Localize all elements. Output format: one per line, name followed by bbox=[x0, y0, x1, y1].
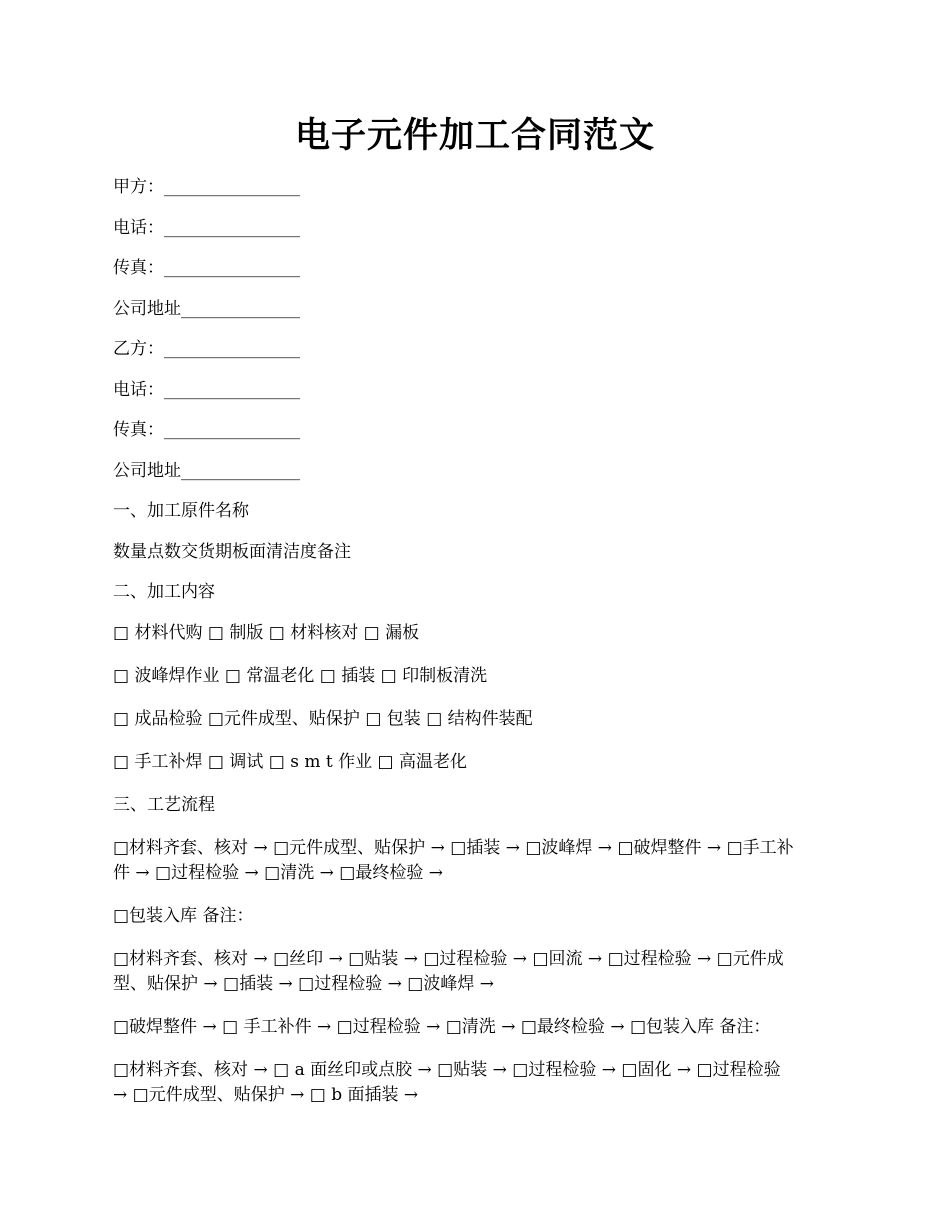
process-flow-1 bbox=[113, 836, 843, 886]
party-b-fax-line: 传真：________________ bbox=[113, 420, 300, 440]
flow2-line1: □材料齐套、核对 → □丝印 → □贴装 → □过程检验 → □回流 → □过程检验 → □元件成 bbox=[113, 948, 784, 969]
party-a-phone-line: 电话：________________ bbox=[113, 217, 300, 238]
flow1-line2: 件 → □过程检验 → □清洗 → □最终检验 → bbox=[113, 862, 443, 883]
section2-heading: 二、加工内容 bbox=[113, 582, 215, 602]
document-title: 电子元件加工合同范文 bbox=[294, 115, 655, 156]
flow3-line1: □材料齐套、核对 → □ a 面丝印或点胶 → □贴装 → □过程检验 → □固化 → □过程检验 bbox=[113, 1059, 781, 1080]
section2-option-line: □ 手工补焊 □ 调试 □ s m t 作业 □ 高温老化 bbox=[113, 751, 467, 772]
section1-heading: 一、加工原件名称 bbox=[113, 501, 249, 521]
party-a-fax-line: 传真：________________ bbox=[113, 258, 300, 278]
party-a-address-line: 公司地址______________ bbox=[113, 298, 300, 319]
section1-columns-line: 数量点数交货期板面清洁度备注 bbox=[113, 541, 351, 562]
party-b-address-line: 公司地址______________ bbox=[113, 460, 300, 481]
document-body bbox=[113, 175, 843, 1108]
section3-heading: 三、工艺流程 bbox=[113, 794, 215, 815]
party-b-phone-line: 电话：________________ bbox=[113, 379, 300, 400]
section2-option-line: □ 材料代购 □ 制版 □ 材料核对 □ 漏板 bbox=[113, 622, 420, 643]
process-flow-3 bbox=[113, 1058, 843, 1108]
flow2-end: □破焊整件 → □ 手工补件 → □过程检验 → □清洗 → □最终检验 → □包装入库 备注： bbox=[113, 1016, 771, 1037]
section2-option-line: □ 成品检验 □元件成型、贴保护 □ 包装 □ 结构件装配 bbox=[113, 708, 533, 729]
party-a-name-line: 甲方：________________ bbox=[113, 177, 300, 197]
flow1-line1: □材料齐套、核对 → □元件成型、贴保护 → □插装 → □波峰焊 → □破焊整件 → □手工补 bbox=[113, 837, 794, 858]
process-flow-2 bbox=[113, 947, 843, 997]
party-b-name-line: 乙方：________________ bbox=[113, 339, 300, 359]
flow2-line2: 型、贴保护 → □插装 → □过程检验 → □波峰焊 → bbox=[113, 973, 494, 994]
flow3-line2: → □元件成型、贴保护 → □ b 面插装 → bbox=[113, 1084, 419, 1105]
section2-option-line: □ 波峰焊作业 □ 常温老化 □ 插装 □ 印制板清洗 bbox=[113, 665, 488, 686]
flow1-end: □包装入库 备注： bbox=[113, 905, 254, 926]
